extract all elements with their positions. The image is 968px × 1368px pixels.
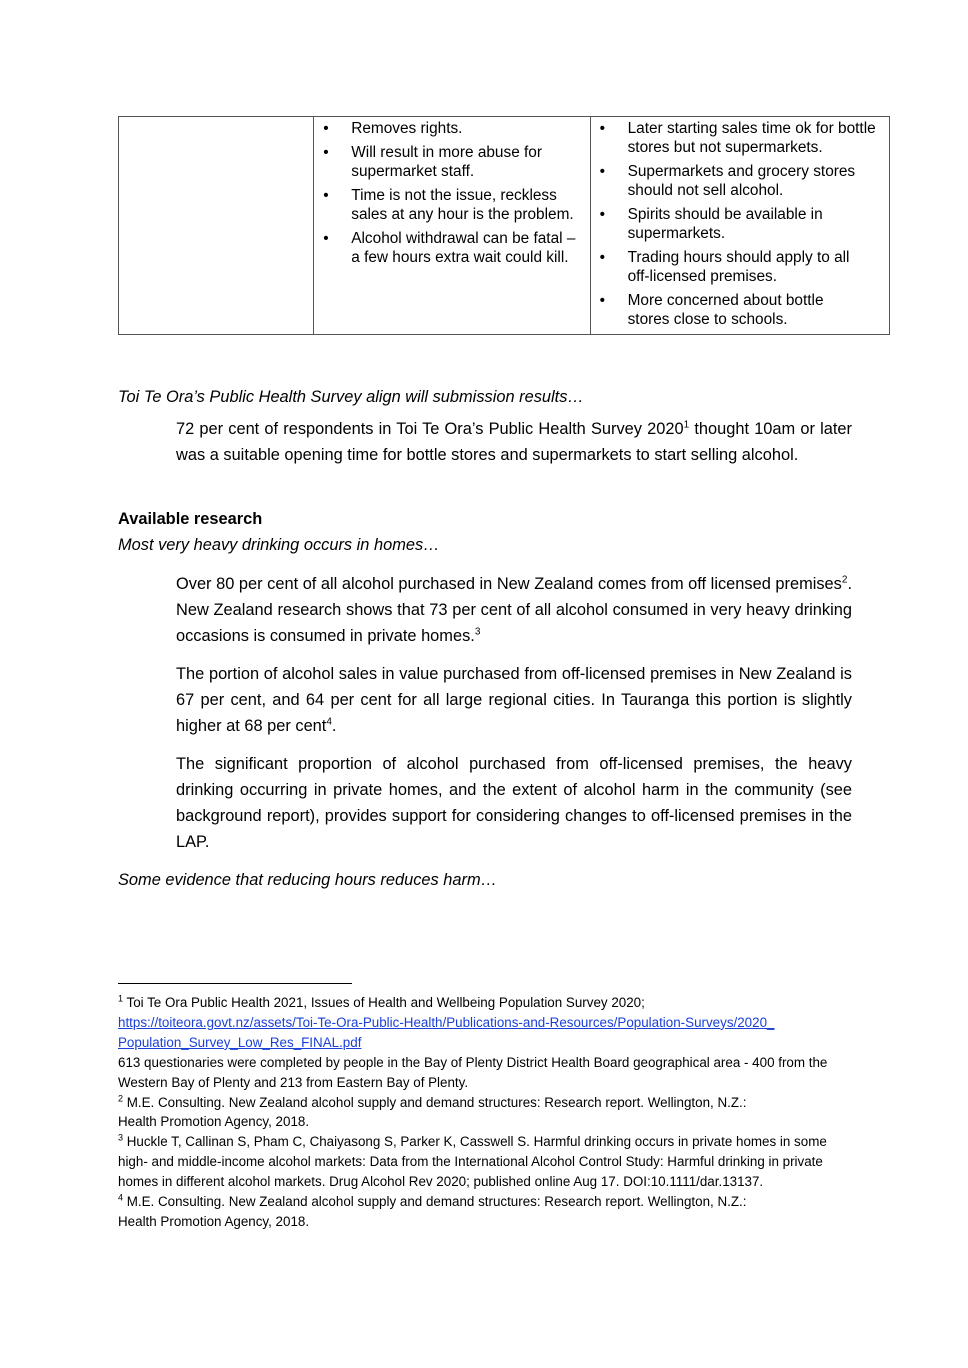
hours-heading: Some evidence that reducing hours reduces harm…: [118, 871, 498, 889]
footnote-text: Toi Te Ora Public Health 2021, Issues of Health and Wellbeing Population Survey 2020;: [123, 995, 645, 1010]
paragraph-text: . New Zealand research shows that 73 per cent of all alcohol consumed in very heavy drinking occasions is consumed in private homes.: [176, 575, 852, 645]
bullet: •: [323, 187, 329, 204]
paragraph-text: The portion of alcohol sales in value purchased from off-licensed premises in New Zealand is 67 per cent, and 64 per cent for all large regional cities. In Tauranga this portion is slightly higher at 68 per cent: [176, 665, 852, 735]
against-list: [314, 117, 589, 267]
list-item-text: Time is not the issue, reckless sales at any hour is the problem.: [351, 187, 574, 223]
survey-paragraph: [176, 416, 852, 468]
survey-text: 72 per cent of respondents in Toi Te Ora’s Public Health Survey 2020: [176, 420, 684, 438]
footnote-1-link-line: [118, 1013, 778, 1053]
footnote-text: Huckle T, Callinan S, Pham C, Chaiyasong S, Parker K, Casswell S. Harmful drinking occurs in private homes in some high- and middle-income alcohol markets: Data from the International Alcohol Control Study: Harmful drinking in private homes in different alcohol markets. Drug Alcohol Rev 2020; published online Aug 17. DOI:10.1111/dar.13137.: [118, 1134, 827, 1190]
footnote-3: [118, 1132, 858, 1192]
footnote-number: 1: [118, 993, 124, 1004]
bullet: •: [599, 206, 605, 223]
footnote-1-note: 613 questionaries were completed by people in the Bay of Plenty District Health Board geographical area - 400 from the Western Bay of Plenty and 213 from Eastern Bay of Plenty.: [118, 1054, 828, 1090]
list-item-text: Spirits should be available in supermarkets.: [627, 206, 823, 242]
paragraph-off-licensed: [176, 571, 852, 649]
submissions-table: [118, 116, 890, 335]
list-item-text: Alcohol withdrawal can be fatal – a few hours extra wait could kill.: [351, 230, 576, 266]
list-item-text: Will result in more abuse for supermarket staff.: [351, 144, 542, 180]
list-item-text: Removes rights.: [351, 120, 463, 137]
list-item: [591, 291, 846, 329]
list-item: [314, 143, 561, 181]
list-item-text: More concerned about bottle stores close to schools.: [627, 292, 824, 328]
list-item-text: Trading hours should apply to all off-licensed premises.: [627, 249, 850, 285]
list-item: [591, 248, 873, 286]
footnote-ref[interactable]: 3: [474, 626, 481, 638]
footnote-text: M.E. Consulting. New Zealand alcohol supply and demand structures: Research report. Wellington, N.Z.: Health Promotion Agency, 2018.: [118, 1194, 747, 1229]
list-item-text: Supermarkets and grocery stores should not sell alcohol.: [627, 163, 856, 199]
footnote-ref[interactable]: 4: [326, 716, 332, 728]
footnote-number: 4: [118, 1192, 124, 1203]
footnote-4: [118, 1192, 788, 1232]
paragraph-text: Over 80 per cent of all alcohol purchased in New Zealand comes from off licensed premises: [176, 575, 842, 593]
footnote-number: 2: [118, 1093, 124, 1104]
paragraph-significance: The significant proportion of alcohol purchased from off-licensed premises, the heavy drinking occurring in private homes, and the extent of alcohol harm in the community (see background report), provides support for considering changes to off-licensed premises in the LAP.: [176, 755, 852, 851]
list-item: [591, 205, 843, 243]
list-item: [314, 186, 576, 224]
research-subheading: Most very heavy drinking occurs in homes…: [118, 536, 440, 554]
footnote-ref[interactable]: 2: [841, 574, 848, 586]
footnote-2: [118, 1093, 788, 1133]
footnote-divider: [118, 983, 352, 984]
list-item: [314, 119, 576, 138]
table-cell-against: [314, 117, 590, 335]
survey-heading: Toi Te Ora’s Public Health Survey align will submission results…: [118, 388, 584, 406]
bullet: •: [599, 292, 605, 309]
paragraph-text: .: [331, 717, 337, 735]
footnote-number: 3: [118, 1132, 124, 1143]
survey-text: thought 10am or later was a suitable opening time for bottle stores and supermarkets to start selling alcohol.: [176, 420, 852, 464]
list-item: [314, 229, 579, 267]
bullet: •: [323, 144, 329, 161]
table-cell-other: [590, 117, 889, 335]
other-list: [591, 117, 889, 329]
bullet: •: [599, 163, 605, 180]
footnote-ref[interactable]: 1: [683, 419, 690, 431]
survey-report-link[interactable]: https://toiteora.govt.nz/assets/Toi-Te-Ora-Public-Health/Publications-and-Resources/Population-Surveys/2020_Population_Survey_Low_Res_FINAL.pdf: [118, 1014, 775, 1050]
bullet: •: [599, 249, 605, 266]
bullet: •: [323, 120, 329, 137]
footnotes: [118, 993, 878, 1232]
table-cell-empty: [119, 117, 314, 335]
paragraph-sales-portion: [176, 661, 852, 739]
list-item-text: Later starting sales time ok for bottle stores but not supermarkets.: [627, 120, 876, 156]
list-item: [591, 162, 876, 200]
footnote-1: [118, 993, 878, 1013]
bullet: •: [323, 230, 329, 247]
bullet: •: [599, 120, 605, 137]
footnote-text: M.E. Consulting. New Zealand alcohol supply and demand structures: Research report. Wellington, N.Z.: Health Promotion Agency, 2018.: [118, 1094, 747, 1130]
research-heading: Available research: [118, 510, 263, 528]
list-item: [591, 119, 884, 157]
